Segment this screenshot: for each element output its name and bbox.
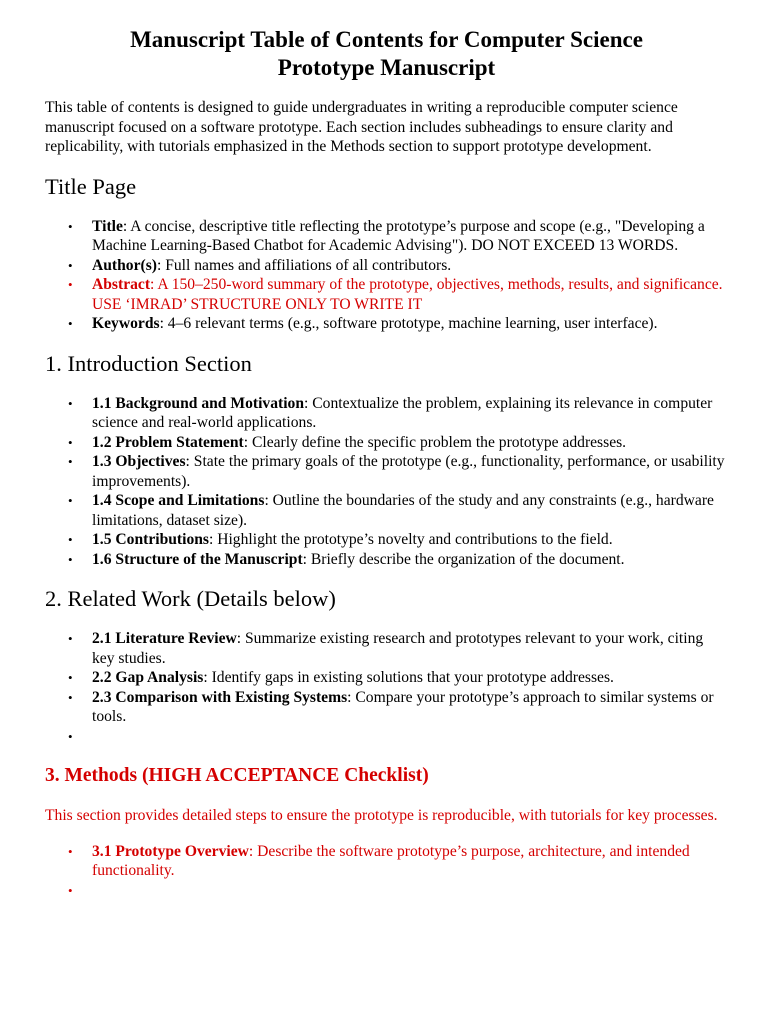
- list-item: [92, 530, 728, 550]
- item-label: Keywords: [92, 315, 160, 332]
- list-item: [92, 688, 728, 727]
- item-label: 1.5 Contributions: [92, 531, 209, 548]
- section-heading-title-page: Title Page: [45, 173, 137, 199]
- item-text: : Briefly describe the organization of the document.: [302, 550, 625, 568]
- list-item: [92, 314, 728, 334]
- item-label: Abstract: [92, 276, 151, 293]
- item-text: : Clearly define the specific problem the prototype addresses.: [243, 433, 627, 451]
- item-label: 1.4 Scope and Limitations: [92, 492, 265, 509]
- list-item: [92, 491, 728, 530]
- item-text: : Summarize existing research and prototypes relevant to your work, citing key studies.: [92, 630, 704, 667]
- item-label: Title: [92, 217, 123, 235]
- item-text: : Outline the boundaries of the study and any constraints (e.g., hardware limitations, dataset size).: [92, 492, 714, 529]
- item-text: : A concise, descriptive title reflecting the prototype’s purpose and scope (e.g., "Developing a Machine Learning-Based Chatbot for Academic Advising"). DO NOT EXCEED 13 WORDS.: [92, 217, 705, 254]
- list-item: [92, 550, 728, 570]
- section-heading-introduction: 1. Introduction Section: [45, 350, 252, 376]
- item-text: : Identify gaps in existing solutions that your prototype addresses.: [203, 669, 614, 686]
- title-page-list: [45, 217, 728, 334]
- list-item: [92, 217, 728, 256]
- item-text: : 4–6 relevant terms (e.g., software prototype, machine learning, user interface).: [159, 315, 658, 332]
- list-item: [92, 433, 728, 453]
- list-item: [92, 394, 728, 433]
- section-heading-related-work: 2. Related Work (Details below): [45, 586, 336, 611]
- item-text: : Highlight the prototype’s novelty and contributions to the field.: [208, 531, 613, 548]
- item-label: 1.2 Problem Statement: [92, 433, 244, 451]
- section-heading-methods: 3. Methods (HIGH ACCEPTANCE Checklist): [45, 765, 429, 786]
- item-label: 3.1 Prototype Overview: [92, 842, 249, 860]
- item-text: : A 150–250-word summary of the prototype, objectives, methods, results, and significance. USE ‘IMRAD’ STRUCTURE ONLY TO WRITE IT: [92, 276, 723, 313]
- item-text: : Contextualize the problem, explaining its relevance in computer science and real-world applications.: [92, 394, 713, 431]
- list-item-empty: [92, 881, 728, 901]
- intro-paragraph: This table of contents is designed to guide undergraduates in writing a reproducible computer science manuscript focused on a software prototype. Each section includes subheadings to ensure clarity and replicability, with tutorials emphasized in the Methods section to support prototype development.: [45, 99, 678, 155]
- item-text: : State the primary goals of the prototype (e.g., functionality, performance, or usability improvements).: [92, 453, 725, 490]
- item-text: : Describe the software prototype’s purpose, architecture, and intended functionality.: [92, 842, 690, 879]
- item-label: Author(s): [92, 256, 157, 274]
- introduction-list: [45, 394, 728, 570]
- methods-intro: This section provides detailed steps to ensure the prototype is reproducible, with tutorials for key processes.: [45, 807, 718, 824]
- item-label: 2.2 Gap Analysis: [92, 669, 204, 686]
- item-label: 1.1 Background and Motivation: [92, 394, 305, 412]
- item-text: : Compare your prototype’s approach to similar systems or tools.: [92, 688, 714, 725]
- related-work-list: [45, 629, 728, 746]
- list-item: [92, 452, 728, 491]
- item-label: 2.3 Comparison with Existing Systems: [92, 688, 348, 706]
- list-item: [92, 256, 728, 276]
- list-item-empty: [92, 727, 728, 747]
- list-item: [92, 842, 728, 881]
- item-label: 1.3 Objectives: [92, 453, 186, 470]
- list-item: [92, 668, 728, 688]
- list-item: [92, 629, 728, 668]
- title-line-2: Prototype Manuscript: [277, 55, 496, 80]
- item-label: 2.1 Literature Review: [92, 630, 237, 647]
- item-label: 1.6 Structure of the Manuscript: [92, 550, 303, 568]
- methods-list: [45, 842, 728, 901]
- item-text: : Full names and affiliations of all contributors.: [156, 256, 452, 274]
- list-item-abstract: [92, 275, 728, 314]
- title-line-1: Manuscript Table of Contents for Computer Science: [130, 27, 643, 52]
- document-title: [45, 26, 728, 82]
